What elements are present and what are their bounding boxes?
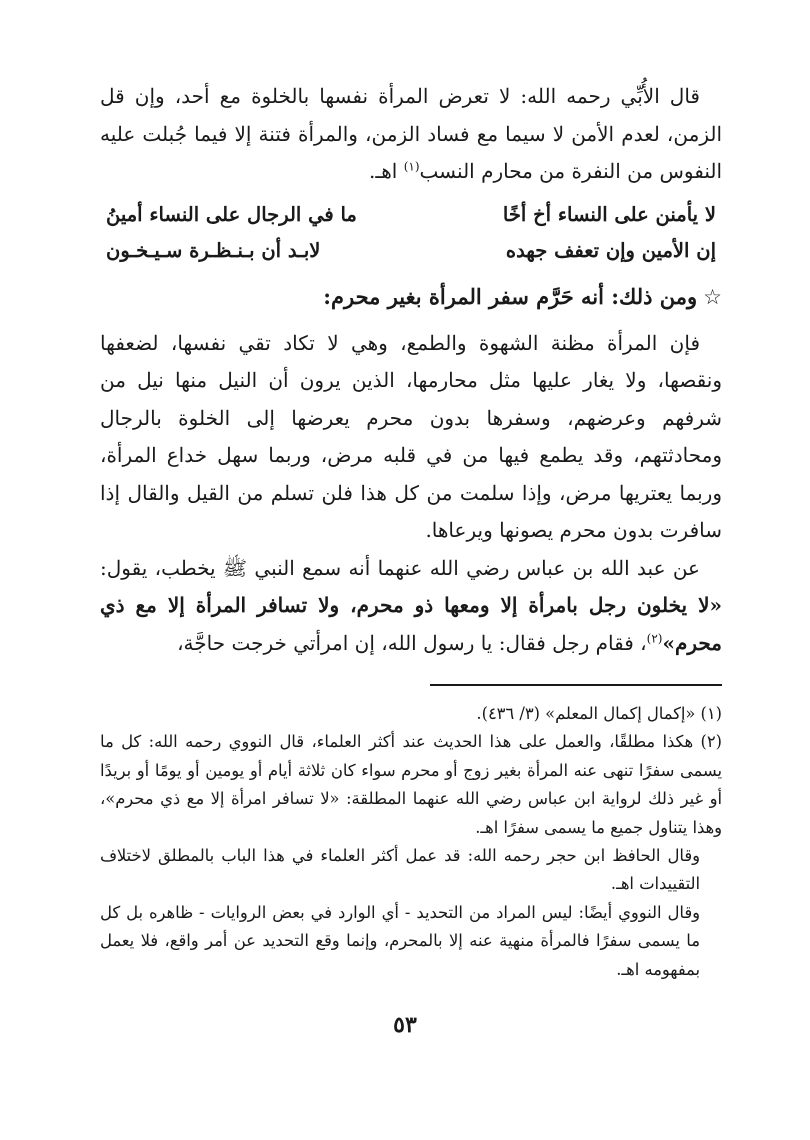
- page-body: [100, 78, 722, 984]
- paragraph-3-rest: ، فقام رجل فقال: يا رسول الله، إن امرأتي خرجت حاجَّة،: [177, 630, 647, 655]
- footnote-2-continuation-c: وقال النووي أيضًا: ليس المراد من التحديد - أي الوارد في بعض الروايات - ظاهره بل كل ما يسمى سفرًا فالمرأة منهية عنه إلا بالمحرم، وإنما وقع التحديد عن أمر واقع، فلا يعمل بمفهومه اهـ.: [100, 902, 700, 979]
- footnote-ref-1: (١): [403, 159, 420, 174]
- footnote-1: [100, 700, 722, 728]
- paragraph-1: [100, 78, 722, 191]
- poem: [100, 197, 722, 269]
- footnote-1-number: (١): [700, 704, 722, 723]
- poem-line-2-first-hemistich: إن الأمين وإن تعفف جهده: [505, 238, 716, 262]
- footnote-2: [100, 728, 722, 842]
- paragraph-1-end: اهـ.: [369, 159, 404, 183]
- page-number: ٥٣: [393, 1012, 417, 1038]
- poem-line-1-second-hemistich: ما في الرجال على النساء أمينُ: [106, 202, 357, 226]
- section-heading: [100, 277, 722, 317]
- star-icon: ☆: [703, 284, 722, 309]
- footnote-divider: [430, 684, 722, 686]
- footnote-2-text-a: هكذا مطلقًا، والعمل على هذا الحديث عند أكثر العلماء، قال النووي رحمه الله: كل ما يسمى سفرًا تنهى عنه المرأة بغير زوج أو محرم سواء كان ثلاثة أيام أو يومين أو يومًا أو بريدًا أو غير ذلك لرواية ابن عباس رضي الله عنهما المطلقة: «لا تسافر امرأة إلا مع ذي محرم»، وهذا يتناول جميع ما يسمى سفرًا اهـ.: [100, 732, 722, 837]
- paragraph-3: [100, 550, 722, 663]
- paragraph-1-text: قال الأُبِّي رحمه الله: لا تعرض المرأة نفسها بالخلوة مع أحد، وإن قل الزمن، لعدم الأمن لا سيما مع فساد الزمن، والمرأة فتنة إلا فيما جُبلت عليه النفوس من النفرة من محارم النسب: [100, 84, 722, 183]
- paragraph-3-intro: عن عبد الله بن عباس رضي الله عنهما أنه سمع النبي ﷺ يخطب، يقول:: [100, 555, 700, 580]
- footnote-2-number: (٢): [700, 732, 722, 752]
- paragraph-2: فإن المرأة مظنة الشهوة والطمع، وهي لا تكاد تقي نفسها، لضعفها ونقصها، ولا يغار عليها مثل محارمها، الذين يرون أن النيل منها نيل من شرفهم وعرضهم، وسفرها بدون محرم يعرضها إلى الخلوة بالرجال ومحادثتهم، وقد يطمع فيها من في قلبه مرض، وربما سهل خداع المرأة، وربما يعتريها مرض، وإذا سلمت من كل هذا فلن تسلم من القيل والقال إذا سافرت بدون محرم يصونها ويرعاها.: [100, 330, 722, 542]
- poem-line-2-second-hemistich: لابـد أن بـنـظـرة سـيـخـون: [106, 238, 321, 262]
- poem-line-1: [100, 197, 722, 233]
- poem-line-2: [100, 233, 722, 269]
- footnotes: [100, 700, 722, 984]
- footnote-ref-2: (٢): [646, 630, 663, 645]
- hadith-quote: «لا يخلون رجل بامرأة إلا ومعها ذو محرم، ولا تسافر المرأة إلا مع ذي محرم»: [100, 593, 722, 655]
- footnote-2-continuation-b: وقال الحافظ ابن حجر رحمه الله: قد عمل أكثر العلماء في هذا الباب بالمطلق لاختلاف التقييدات اهـ.: [100, 846, 700, 894]
- section-heading-text: ومن ذلك: أنه حَرَّم سفر المرأة بغير محرم:: [323, 283, 698, 309]
- footnote-1-text: «إكمال إكمال المعلم» (٣/ ٤٣٦).: [476, 704, 696, 723]
- poem-line-1-first-hemistich: لا يأمنن على النساء أخ أخًا: [502, 202, 716, 226]
